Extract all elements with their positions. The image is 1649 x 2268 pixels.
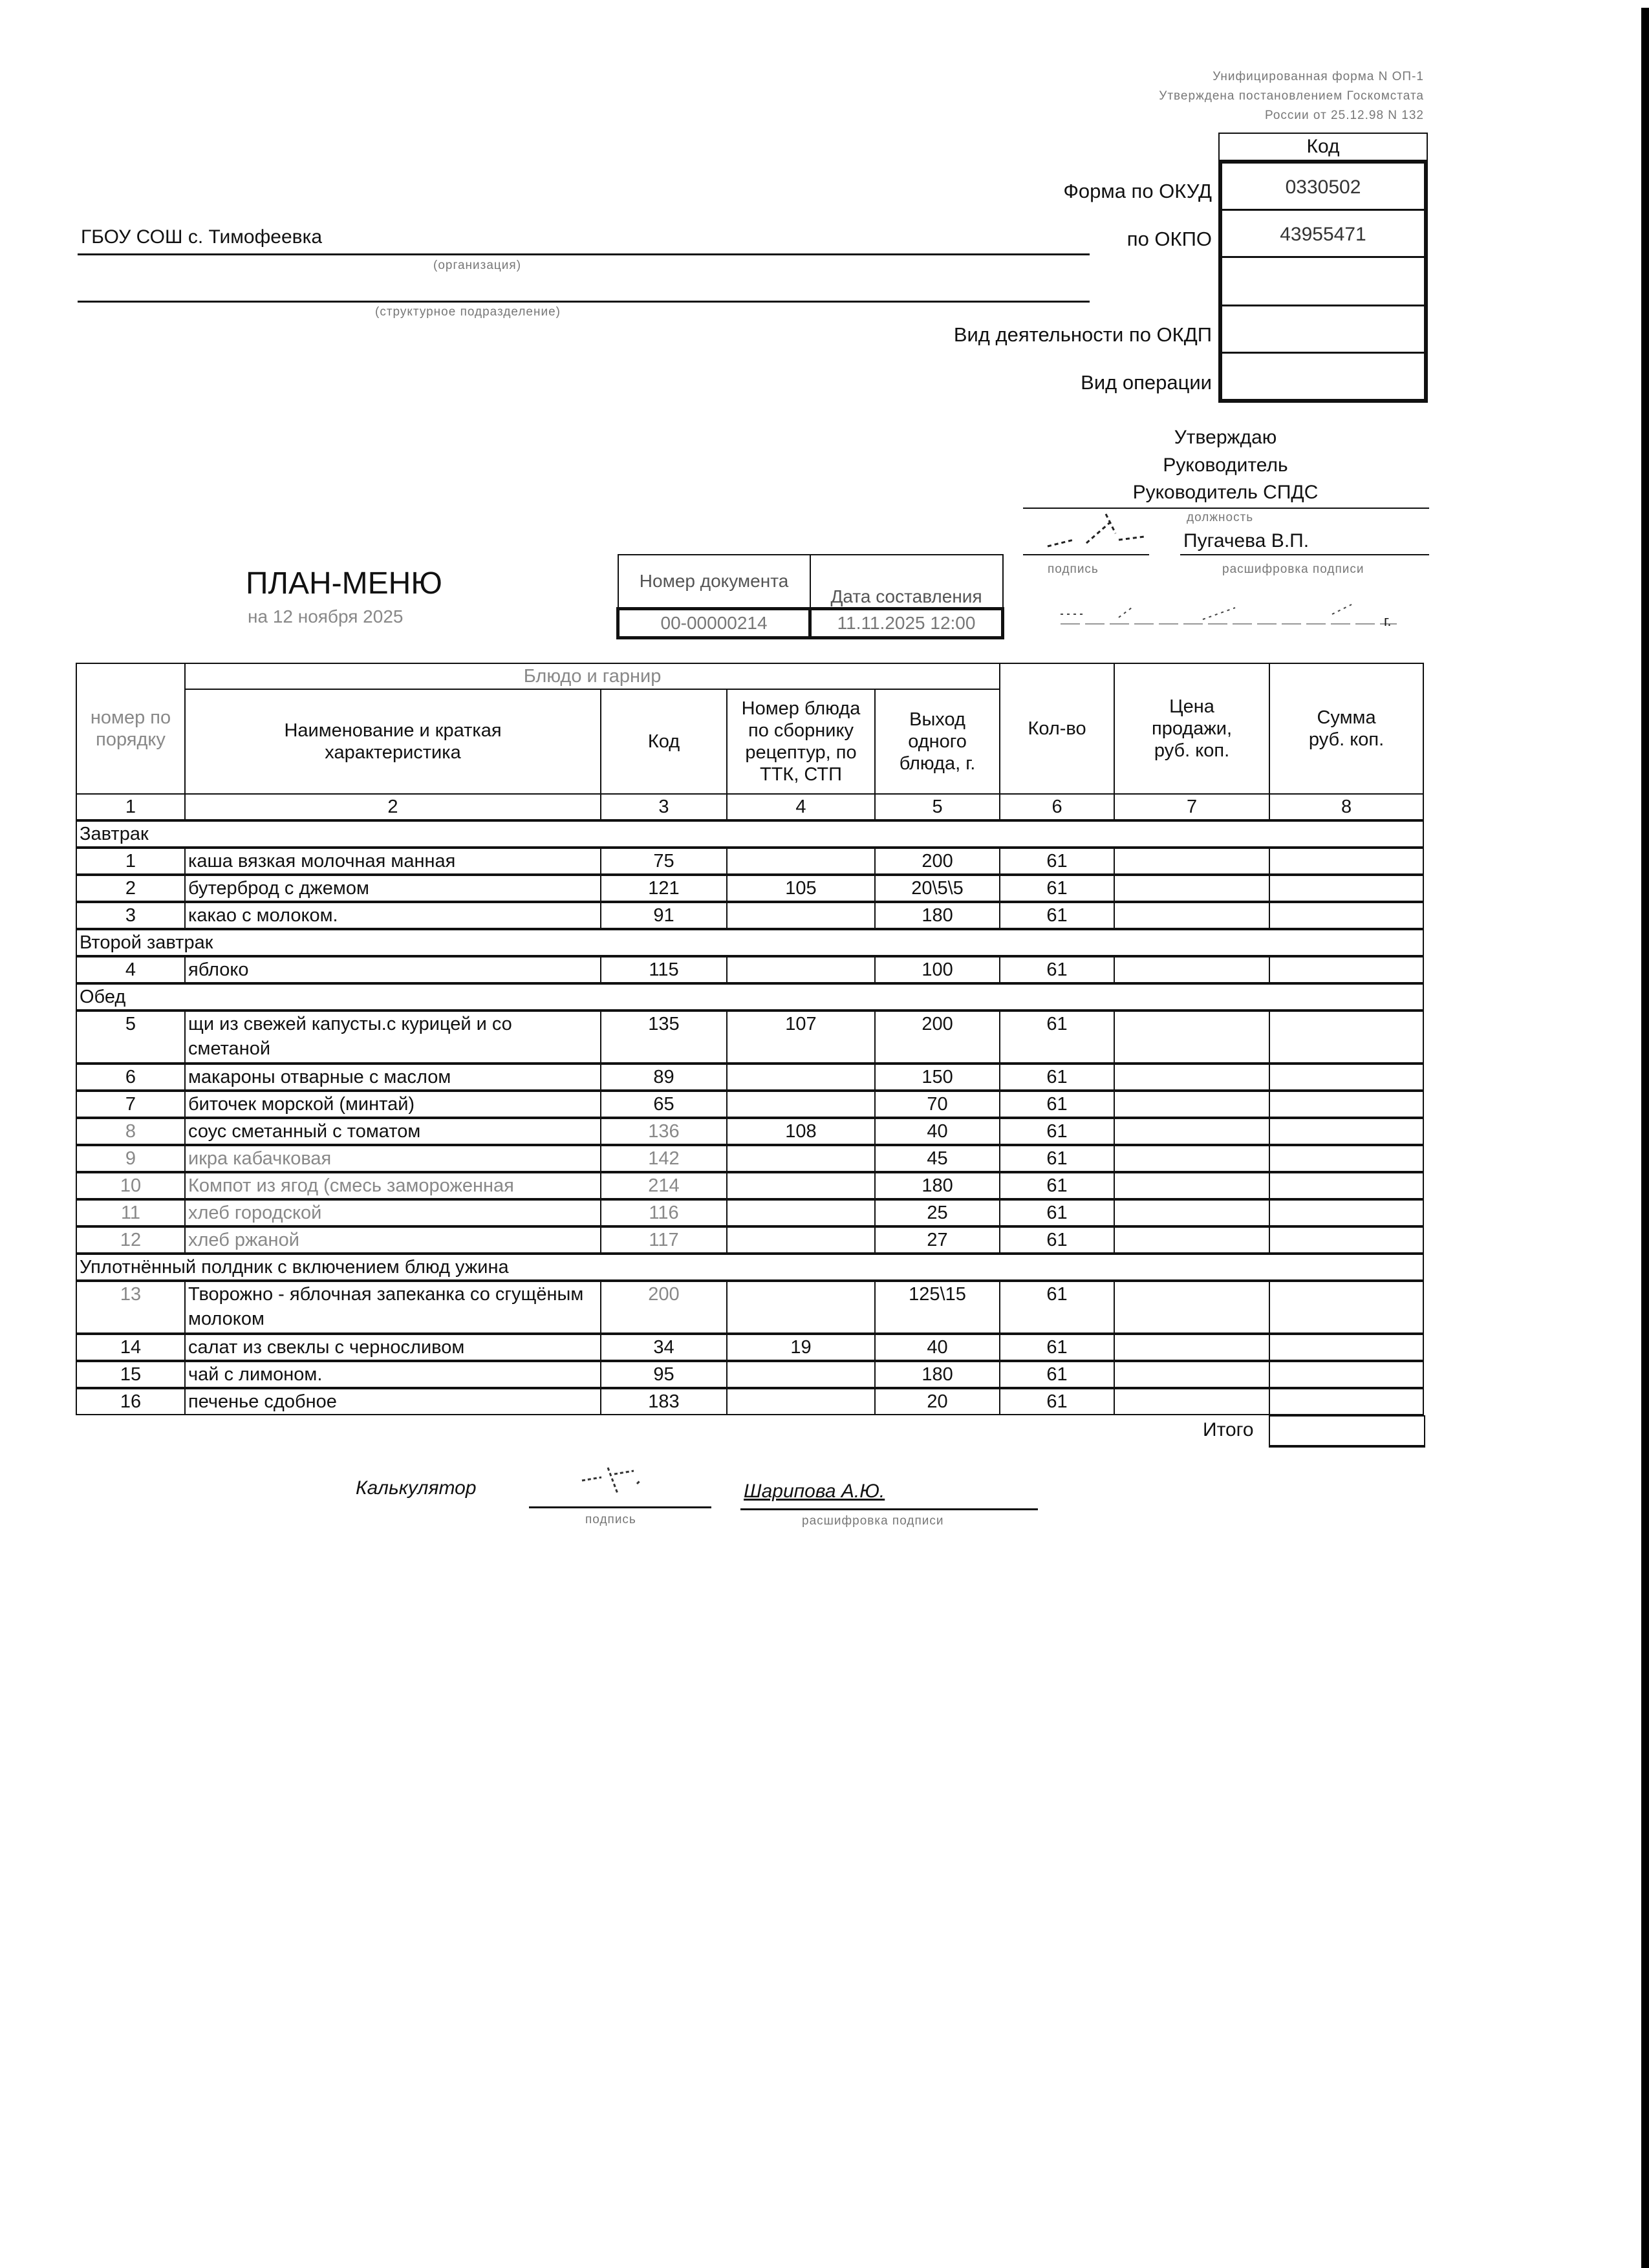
dish-name: биточек морской (минтай) xyxy=(185,1091,601,1118)
row-number: 15 xyxy=(76,1361,185,1388)
table-row xyxy=(76,848,1423,875)
recipe-number xyxy=(727,1226,875,1254)
dish-code: 116 xyxy=(601,1199,727,1226)
quantity[interactable]: 61 xyxy=(1000,956,1114,983)
sum[interactable] xyxy=(1269,848,1423,875)
year-suffix: г. xyxy=(1384,613,1392,629)
footer-name: Шарипова А.Ю. xyxy=(744,1481,885,1502)
dish-code: 34 xyxy=(601,1334,727,1361)
section-row xyxy=(76,929,1423,956)
column-number: 3 xyxy=(601,794,727,820)
table-row xyxy=(76,1091,1423,1118)
row-number: 8 xyxy=(76,1118,185,1145)
okdp-label: Вид деятельности по ОКДП xyxy=(953,323,1212,346)
footer-role: Калькулятор xyxy=(356,1477,477,1499)
price[interactable] xyxy=(1114,875,1269,902)
dish-name: хлеб ржаной xyxy=(185,1226,601,1254)
quantity[interactable]: 61 xyxy=(1000,1145,1114,1172)
group-header: Блюдо и гарнир xyxy=(185,663,1000,689)
recipe-number: 107 xyxy=(727,1011,875,1064)
dish-name: икра кабачковая xyxy=(185,1145,601,1172)
dish-yield: 45 xyxy=(875,1145,1000,1172)
dish-code: 115 xyxy=(601,956,727,983)
dish-name: щи из свежей капусты.с курицей и со сметаной xyxy=(185,1011,601,1064)
sum[interactable] xyxy=(1269,1388,1423,1415)
dish-yield: 70 xyxy=(875,1091,1000,1118)
price[interactable] xyxy=(1114,1145,1269,1172)
dish-code: 136 xyxy=(601,1118,727,1145)
position-caption: должность xyxy=(1187,511,1254,524)
code-box xyxy=(1218,133,1428,403)
price[interactable] xyxy=(1114,1199,1269,1226)
col-header-yield: Выход одного блюда, г. xyxy=(875,689,1000,794)
column-number: 5 xyxy=(875,794,1000,820)
okdp-value[interactable] xyxy=(1222,306,1424,354)
row-number: 16 xyxy=(76,1388,185,1415)
sum[interactable] xyxy=(1269,902,1423,929)
dish-name: хлеб городской xyxy=(185,1199,601,1226)
sum[interactable] xyxy=(1269,956,1423,983)
page-subtitle: на 12 ноября 2025 xyxy=(248,606,404,626)
row-number: 9 xyxy=(76,1145,185,1172)
table-row xyxy=(76,1011,1423,1064)
sum[interactable] xyxy=(1269,1064,1423,1091)
table-row xyxy=(76,1361,1423,1388)
table-row xyxy=(76,1334,1423,1361)
recipe-number xyxy=(727,1091,875,1118)
dish-yield: 40 xyxy=(875,1334,1000,1361)
dish-code: 65 xyxy=(601,1091,727,1118)
dish-yield: 20\5\5 xyxy=(875,875,1000,902)
footer-signature-caption: подпись xyxy=(585,1513,636,1526)
dish-code: 95 xyxy=(601,1361,727,1388)
table-row xyxy=(76,1064,1423,1091)
organization-caption: (организация) xyxy=(433,259,522,272)
recipe-number xyxy=(727,1145,875,1172)
price[interactable] xyxy=(1114,1361,1269,1388)
sum[interactable] xyxy=(1269,1226,1423,1254)
recipe-number: 108 xyxy=(727,1118,875,1145)
quantity[interactable]: 61 xyxy=(1000,1118,1114,1145)
dish-yield: 25 xyxy=(875,1199,1000,1226)
sum[interactable] xyxy=(1269,1118,1423,1145)
price[interactable] xyxy=(1114,1011,1269,1064)
quantity[interactable]: 61 xyxy=(1000,1361,1114,1388)
dish-name: салат из свеклы с черносливом xyxy=(185,1334,601,1361)
section-row xyxy=(76,820,1423,848)
dish-name: макароны отварные с маслом xyxy=(185,1064,601,1091)
column-number: 4 xyxy=(727,794,875,820)
price[interactable] xyxy=(1114,1091,1269,1118)
table-row xyxy=(76,875,1423,902)
row-number: 13 xyxy=(76,1281,185,1334)
quantity[interactable]: 61 xyxy=(1000,1011,1114,1064)
price[interactable] xyxy=(1114,1388,1269,1415)
price[interactable] xyxy=(1114,1118,1269,1145)
price[interactable] xyxy=(1114,1334,1269,1361)
recipe-number xyxy=(727,1064,875,1091)
dish-code: 214 xyxy=(601,1172,727,1199)
section-title: Обед xyxy=(76,983,1423,1011)
table-row xyxy=(76,1281,1423,1334)
section-title: Уплотнённый полдник с включением блюд ужина xyxy=(76,1254,1423,1281)
col-header-number: номер по порядку xyxy=(76,663,185,794)
table-row xyxy=(76,1118,1423,1145)
table-row xyxy=(76,902,1423,929)
doc-number-label: Номер документа xyxy=(618,555,810,609)
table-row xyxy=(76,1145,1423,1172)
dish-yield: 180 xyxy=(875,1361,1000,1388)
scan-edge-bar xyxy=(1641,8,1649,2268)
quantity[interactable]: 61 xyxy=(1000,848,1114,875)
table-row xyxy=(76,1388,1423,1415)
price[interactable] xyxy=(1114,1281,1269,1334)
price[interactable] xyxy=(1114,1064,1269,1091)
recipe-number xyxy=(727,1172,875,1199)
section-row xyxy=(76,983,1423,1011)
okud-value[interactable]: 0330502 xyxy=(1222,164,1424,211)
quantity[interactable]: 61 xyxy=(1000,1226,1114,1254)
dish-yield: 200 xyxy=(875,848,1000,875)
row-number: 10 xyxy=(76,1172,185,1199)
section-row xyxy=(76,1254,1423,1281)
dish-code: 121 xyxy=(601,875,727,902)
calculator-signature-icon xyxy=(569,1455,666,1506)
quantity[interactable]: 61 xyxy=(1000,1334,1114,1361)
table-row xyxy=(76,1172,1423,1199)
recipe-number xyxy=(727,1361,875,1388)
row-number: 14 xyxy=(76,1334,185,1361)
sum[interactable] xyxy=(1269,1172,1423,1199)
sum[interactable] xyxy=(1269,1145,1423,1172)
dish-name: Творожно - яблочная запеканка со сгущёным молоком xyxy=(185,1281,601,1334)
page-title: ПЛАН-МЕНЮ xyxy=(246,566,442,601)
dish-yield: 40 xyxy=(875,1118,1000,1145)
sum[interactable] xyxy=(1269,1091,1423,1118)
column-number: 1 xyxy=(76,794,185,820)
row-number: 6 xyxy=(76,1064,185,1091)
row-number: 2 xyxy=(76,875,185,902)
sum[interactable] xyxy=(1269,1281,1423,1334)
section-title: Второй завтрак xyxy=(76,929,1423,956)
dish-name: бутерброд с джемом xyxy=(185,875,601,902)
doc-number-value[interactable]: 00-00000214 xyxy=(618,609,810,638)
dish-name: печенье сдобное xyxy=(185,1388,601,1415)
dish-code: 89 xyxy=(601,1064,727,1091)
approver-name: Пугачева В.П. xyxy=(1183,530,1310,551)
menu-table xyxy=(76,663,1424,1415)
quantity[interactable]: 61 xyxy=(1000,1281,1114,1334)
row-number: 5 xyxy=(76,1011,185,1064)
subdivision-caption: (структурное подразделение) xyxy=(375,305,561,319)
quantity[interactable]: 61 xyxy=(1000,1064,1114,1091)
row-number: 12 xyxy=(76,1226,185,1254)
signature-caption: подпись xyxy=(1048,562,1099,576)
dish-yield: 200 xyxy=(875,1011,1000,1064)
row-number: 11 xyxy=(76,1199,185,1226)
dish-name: яблоко xyxy=(185,956,601,983)
col-header-name: Наименование и краткая характеристика xyxy=(185,689,601,794)
row-number: 1 xyxy=(76,848,185,875)
sum[interactable] xyxy=(1269,1199,1423,1226)
operation-label: Вид операции xyxy=(1081,371,1212,394)
organization-name: ГБОУ СОШ с. Тимофеевка xyxy=(81,226,323,248)
form-header-line1: Унифицированная форма N ОП-1 xyxy=(1212,70,1424,83)
column-number: 8 xyxy=(1269,794,1423,820)
col-header-recipe: Номер блюда по сборнику рецептур, по ТТК, СТП xyxy=(727,689,875,794)
code-box-header: Код xyxy=(1218,133,1428,160)
quantity[interactable]: 61 xyxy=(1000,875,1114,902)
price[interactable] xyxy=(1114,1226,1269,1254)
dish-code: 75 xyxy=(601,848,727,875)
dish-name: соус сметанный с томатом xyxy=(185,1118,601,1145)
total-value[interactable] xyxy=(1269,1415,1425,1448)
dish-name: какао с молоком. xyxy=(185,902,601,929)
dish-code: 200 xyxy=(601,1281,727,1334)
quantity[interactable]: 61 xyxy=(1000,902,1114,929)
approval-date-scribble-icon xyxy=(1048,595,1410,627)
form-header-line3: России от 25.12.98 N 132 xyxy=(1265,109,1424,122)
row-number: 7 xyxy=(76,1091,185,1118)
dish-code: 135 xyxy=(601,1011,727,1064)
dish-yield: 125\15 xyxy=(875,1281,1000,1334)
dish-yield: 27 xyxy=(875,1226,1000,1254)
price[interactable] xyxy=(1114,848,1269,875)
approval-line1: Руководитель xyxy=(1163,455,1288,476)
sum[interactable] xyxy=(1269,1361,1423,1388)
dish-code: 142 xyxy=(601,1145,727,1172)
dish-code: 91 xyxy=(601,902,727,929)
dish-yield: 180 xyxy=(875,1172,1000,1199)
recipe-number xyxy=(727,1388,875,1415)
dish-yield: 100 xyxy=(875,956,1000,983)
row-number: 4 xyxy=(76,956,185,983)
dish-code: 183 xyxy=(601,1388,727,1415)
document-info-box xyxy=(616,554,1004,639)
doc-date-label: Дата составления xyxy=(810,555,1003,609)
recipe-number xyxy=(727,956,875,983)
quantity[interactable]: 61 xyxy=(1000,1172,1114,1199)
approval-position: Руководитель СПДС xyxy=(1132,482,1319,503)
total-label: Итого xyxy=(1203,1419,1254,1440)
column-number: 7 xyxy=(1114,794,1269,820)
price[interactable] xyxy=(1114,902,1269,929)
dish-yield: 180 xyxy=(875,902,1000,929)
col-header-sum: Сумма руб. коп. xyxy=(1269,663,1423,794)
quantity[interactable]: 61 xyxy=(1000,1091,1114,1118)
section-title: Завтрак xyxy=(76,820,1423,848)
operation-value[interactable] xyxy=(1222,354,1424,399)
sum[interactable] xyxy=(1269,1011,1423,1064)
name-caption: расшифровка подписи xyxy=(1222,562,1364,576)
empty-code-cell[interactable] xyxy=(1222,258,1424,306)
recipe-number: 105 xyxy=(727,875,875,902)
doc-date-value[interactable]: 11.11.2025 12:00 xyxy=(810,609,1003,638)
recipe-number xyxy=(727,1199,875,1226)
dish-code: 117 xyxy=(601,1226,727,1254)
col-header-qty: Кол-во xyxy=(1000,663,1114,794)
dish-name: чай с лимоном. xyxy=(185,1361,601,1388)
okud-label: Форма по ОКУД xyxy=(1063,180,1212,202)
column-number: 2 xyxy=(185,794,601,820)
quantity[interactable]: 61 xyxy=(1000,1199,1114,1226)
column-number: 6 xyxy=(1000,794,1114,820)
dish-yield: 20 xyxy=(875,1388,1000,1415)
form-header-line2: Утверждена постановлением Госкомстата xyxy=(1159,89,1424,103)
recipe-number xyxy=(727,1281,875,1334)
okpo-value[interactable]: 43955471 xyxy=(1222,211,1424,258)
recipe-number: 19 xyxy=(727,1334,875,1361)
dish-name: каша вязкая молочная манная xyxy=(185,848,601,875)
quantity[interactable]: 61 xyxy=(1000,1388,1114,1415)
price[interactable] xyxy=(1114,956,1269,983)
recipe-number xyxy=(727,848,875,875)
okpo-label: по ОКПО xyxy=(1126,228,1212,250)
dish-name: Компот из ягод (смесь замороженная xyxy=(185,1172,601,1199)
price[interactable] xyxy=(1114,1172,1269,1199)
col-header-code: Код xyxy=(601,689,727,794)
sum[interactable] xyxy=(1269,875,1423,902)
dish-yield: 150 xyxy=(875,1064,1000,1091)
recipe-number xyxy=(727,902,875,929)
row-number: 3 xyxy=(76,902,185,929)
table-row xyxy=(76,1226,1423,1254)
approval-title: Утверждаю xyxy=(1174,427,1277,448)
table-row xyxy=(76,956,1423,983)
footer-name-caption: расшифровка подписи xyxy=(802,1514,944,1528)
sum[interactable] xyxy=(1269,1334,1423,1361)
approver-signature-icon xyxy=(1035,508,1164,553)
col-header-price: Цена продажи, руб. коп. xyxy=(1114,663,1269,794)
table-row xyxy=(76,1199,1423,1226)
